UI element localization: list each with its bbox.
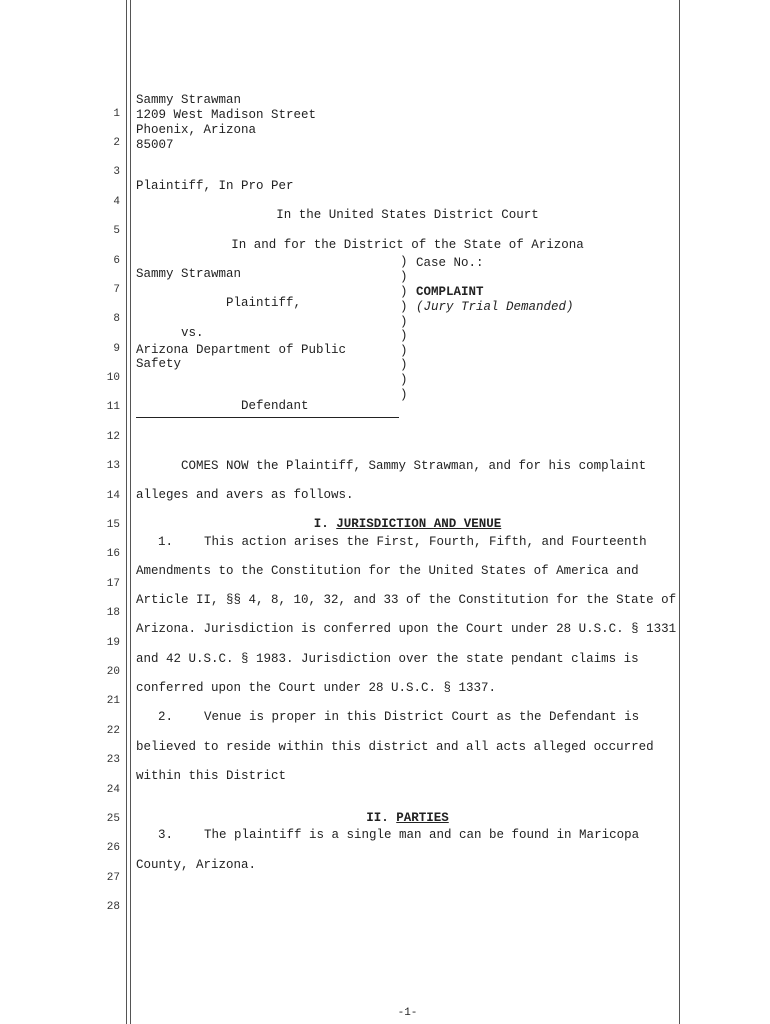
line-number: 6: [113, 255, 120, 267]
left-margin-rule-outer: [126, 0, 127, 1024]
line-number: 28: [106, 901, 120, 913]
line-number: 24: [106, 784, 120, 796]
line-number: 10: [106, 372, 120, 384]
intro-line: COMES NOW the Plaintiff, Sammy Strawman, and for his complaint: [181, 459, 647, 473]
court-name: In the United States District Court: [276, 208, 539, 222]
section-number: II.: [366, 811, 389, 825]
caption-paren: ): [400, 329, 408, 343]
paragraph-line: The plaintiff is a single man and can be found in Maricopa: [204, 828, 640, 842]
caption-vs: vs.: [181, 326, 204, 340]
section-title: JURISDICTION AND VENUE: [336, 517, 502, 531]
caption-paren: ): [400, 285, 408, 299]
section-heading-jurisdiction: [136, 517, 679, 532]
left-margin-rule-inner: [130, 0, 131, 1024]
caption-paren: ): [400, 388, 408, 402]
line-number: 27: [106, 872, 120, 884]
line-number: 9: [113, 343, 120, 355]
paragraph-line: County, Arizona.: [136, 858, 257, 872]
paragraph-line: Arizona. Jurisdiction is conferred upon the Court under 28 U.S.C. § 1331: [136, 622, 677, 636]
paragraph-line: believed to reside within this district and all acts alleged occurred: [136, 740, 654, 754]
caption-plaintiff-name: Sammy Strawman: [136, 267, 242, 281]
paragraph-line: within this District: [136, 769, 287, 783]
document-title: COMPLAINT: [416, 285, 484, 299]
caption-paren: ): [400, 373, 408, 387]
paragraph-line: Venue is proper in this District Court as the Defendant is: [204, 710, 640, 724]
section-heading-parties: [136, 811, 679, 826]
plaintiff-zip: 85007: [136, 138, 174, 152]
line-number: 21: [106, 695, 120, 707]
paragraph-line: This action arises the First, Fourth, Fifth, and Fourteenth: [204, 535, 647, 549]
line-number: 8: [113, 313, 120, 325]
line-number: 15: [106, 519, 120, 531]
paragraph-line: conferred upon the Court under 28 U.S.C. § 1337.: [136, 681, 497, 695]
jury-demand: (Jury Trial Demanded): [416, 300, 574, 314]
plaintiff-role: Plaintiff, In Pro Per: [136, 179, 294, 193]
paragraph-number: 3.: [158, 828, 174, 842]
line-number: 4: [113, 196, 120, 208]
line-number: 2: [113, 137, 120, 149]
caption-paren: ): [400, 300, 408, 314]
paragraph-line: Article II, §§ 4, 8, 10, 32, and 33 of the Constitution for the State of: [136, 593, 677, 607]
paragraph-number: 2.: [158, 710, 174, 724]
caption-paren: ): [400, 358, 408, 372]
plaintiff-city: Phoenix, Arizona: [136, 123, 257, 137]
line-number: 14: [106, 490, 120, 502]
section-title: PARTIES: [396, 811, 449, 825]
case-number-label: Case No.:: [416, 256, 484, 270]
caption-paren: ): [400, 315, 408, 329]
caption-defendant-name-cont: Safety: [136, 357, 182, 371]
line-number: 22: [106, 725, 120, 737]
line-number: 19: [106, 637, 120, 649]
line-number: 13: [106, 460, 120, 472]
line-number: 1: [113, 108, 120, 120]
caption-paren: ): [400, 344, 408, 358]
caption-paren: ): [400, 255, 408, 269]
line-number: 3: [113, 166, 120, 178]
caption-underline: [136, 417, 399, 418]
paragraph-number: 1.: [158, 535, 174, 549]
plaintiff-street: 1209 West Madison Street: [136, 108, 317, 122]
line-number: 20: [106, 666, 120, 678]
caption-plaintiff-label: Plaintiff,: [226, 296, 302, 310]
section-number: I.: [313, 517, 329, 531]
line-number: 17: [106, 578, 120, 590]
line-number: 11: [106, 401, 120, 413]
line-number: 5: [113, 225, 120, 237]
caption-defendant-label: Defendant: [241, 399, 309, 413]
caption-defendant-name: Arizona Department of Public: [136, 343, 347, 357]
caption-paren: ): [400, 270, 408, 284]
line-number: 23: [106, 754, 120, 766]
intro-line: alleges and avers as follows.: [136, 488, 354, 502]
line-number: 18: [106, 607, 120, 619]
plaintiff-name: Sammy Strawman: [136, 93, 242, 107]
line-number: 16: [106, 548, 120, 560]
line-number: 12: [106, 431, 120, 443]
page-number: -1-: [397, 1007, 418, 1019]
court-district: In and for the District of the State of Arizona: [231, 238, 584, 252]
paragraph-line: Amendments to the Constitution for the United States of America and: [136, 564, 639, 578]
line-number: 7: [113, 284, 120, 296]
line-number: 26: [106, 842, 120, 854]
paragraph-line: and 42 U.S.C. § 1983. Jurisdiction over the state pendant claims is: [136, 652, 639, 666]
line-number: 25: [106, 813, 120, 825]
right-margin-rule: [679, 0, 680, 1024]
